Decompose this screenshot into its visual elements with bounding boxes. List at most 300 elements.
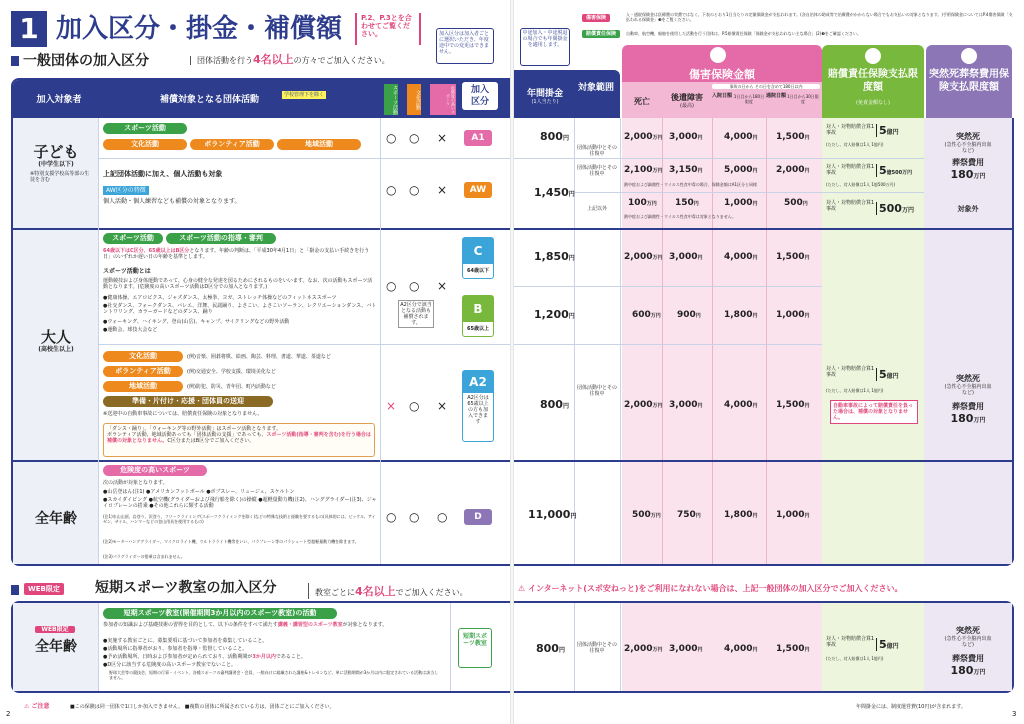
footer-caution: ⚠ ご注意: [24, 703, 50, 710]
short-note-a: 教室ごとに: [315, 588, 355, 597]
liab-aw-note: (ただし、対人賠償は1人 1億500万円): [826, 182, 896, 187]
hosp-b-value: 1,800: [724, 310, 753, 320]
mark-d-sports: ○: [386, 510, 397, 524]
hosp-d-value: 1,800: [724, 510, 753, 520]
death-b: [632, 310, 661, 320]
plan-c-letter: C: [463, 238, 493, 264]
r-row-aw2: [574, 192, 924, 193]
tag-sports: スポーツ活動: [103, 123, 187, 134]
outpt-c-unit: 円: [804, 255, 810, 261]
liab-aw2: 対人・対物賠償合算1事故: [826, 200, 875, 212]
hdr-col-sports: スポーツ活動: [384, 84, 398, 115]
short-desc-red: 講義・講習型のスポーツ教室: [277, 622, 343, 628]
disab-d-unit: 円: [695, 513, 701, 519]
sudden-short-unit: 万円: [973, 669, 986, 676]
outpt-a2-unit: 円: [804, 403, 810, 409]
outpt-b-unit: 円: [804, 313, 810, 319]
death-d-value: 500: [632, 510, 651, 520]
tag-culture: 文化活動: [103, 139, 187, 150]
death-b-value: 600: [632, 310, 651, 320]
page-number-right: 3: [1012, 710, 1017, 718]
sudden-short-val: [924, 664, 1012, 677]
death-a1-value: 2,000: [624, 132, 653, 142]
hdr-col-culture: 文化活動: [407, 84, 421, 115]
premium-aw: [534, 186, 575, 199]
mark-d-culture: ○: [409, 510, 420, 524]
plan-c-badge: [462, 237, 494, 279]
danger-note-1: (注2)モーターハンググライダー、マイクロライト機、ウルトラライト機等をいい、パラプレーン等のパラシュート型超軽量動力機を除きます。: [103, 539, 359, 544]
death-c-unit: 万円: [652, 255, 663, 261]
child-note: ※特別支援学校高等部の生徒を含む: [30, 171, 90, 183]
disab-short-value: 3,000: [669, 644, 698, 654]
mark-a1-danger: ×: [437, 131, 448, 145]
hdr-injury-icon: [710, 47, 726, 63]
mark-a2-sports: ×: [386, 399, 397, 413]
hdr-plan: 加入区分: [462, 82, 498, 110]
death-c-value: 2,000: [624, 252, 653, 262]
hosp-aw-unit: 円: [752, 168, 758, 174]
death-short-value: 2,000: [624, 644, 653, 654]
tag-danger: 危険度の高いスポーツ: [103, 465, 207, 476]
note-aw2: 熱中症および細菌性・ウイルス性食中毒は対象となりません。: [624, 214, 736, 219]
sudden-adult-sub: (急性心不全脳内出血など): [944, 384, 992, 396]
hosp-aw-value: 5,000: [724, 165, 753, 175]
short-r-col-1: [574, 603, 575, 691]
outpt-aw2-unit: 円: [802, 201, 808, 207]
disab-a2-value: 3,000: [669, 400, 698, 410]
short-title: 短期スポーツ教室の加入区分: [95, 580, 277, 596]
death-aw-unit: 万円: [652, 168, 663, 174]
short-list-2-wrap: [103, 654, 443, 660]
disab-aw2-unit: 円: [693, 201, 699, 207]
hosp-short-unit: 円: [752, 647, 758, 653]
danger-list-0: ●山岳登はん(注1) ●アメリカンフットボール ●ボブスレー、リュージュ、スケルトン: [103, 489, 295, 495]
subtitle-note-em: 4名以上: [253, 53, 294, 66]
adult-split: [99, 344, 512, 345]
hdr-target: 加入対象者: [36, 95, 82, 105]
scope-aw2: 上記以外: [586, 206, 607, 212]
adult-label: 大人: [40, 328, 71, 346]
legend-injury-text: 入・通院保険金は医療費の実費ではなく、下表のとおり1日当たりの定額保険金が支払われます。(各自治体の助成等で治療費がかからない場合でもお支払いの対象となります。)手術保険金についてはP.4傷害保険「支払われる保険金」❸をご覧ください。: [626, 12, 1013, 22]
premium-a2-unit: 円: [562, 403, 569, 410]
r-col-1: [574, 118, 575, 564]
death-a2-unit: 万円: [652, 403, 663, 409]
hosp-a2-unit: 円: [752, 403, 758, 409]
outpt-d: [776, 510, 809, 520]
hdr-hosp-note: 事故の日から その日を含めて180日以内: [712, 84, 820, 89]
death-c: [624, 252, 662, 262]
hdr-outpt: 通院日額: [766, 93, 787, 99]
liab-aw-unit: 億500万円: [886, 170, 913, 176]
liab-aw2-value: 500: [879, 202, 902, 215]
short-desc-b: が対象となります。: [342, 622, 388, 628]
premium-c: [534, 250, 575, 263]
mark-aw-culture: ○: [409, 183, 420, 197]
row-divider-2: [13, 460, 512, 462]
legend-injury-label: 傷害保険: [582, 14, 610, 22]
disab-b-value: 900: [677, 310, 696, 320]
sudden-child-value: 180: [950, 168, 974, 181]
short-desc: [103, 622, 443, 628]
hosp-a2-value: 4,000: [724, 400, 753, 410]
short-list-1: ●活動場所に指導者がおり、参加者を指導・監督していること。: [103, 646, 248, 652]
subtitle-note-a: 団体活動を行う: [197, 56, 253, 65]
hosp-a1-value: 4,000: [724, 132, 753, 142]
sports-list-1: ●社交ダンス、フォークダンス、バレエ、洋舞、民謡踊り、よさこい、よさこいソーラン、レクリエーションダンス、バトントワリング、カラーガードなどのダンス、踊り: [103, 303, 377, 315]
disab-aw-value: 3,150: [669, 165, 698, 175]
liab-adult-val: [876, 368, 899, 381]
tag-adult-culture: 文化活動: [103, 351, 183, 362]
death-aw2-value: 100: [628, 198, 647, 208]
short-class-title: 短期スポーツ教室(開催期間3か月以内のスポーツ教室)の活動: [103, 608, 337, 619]
tag-adult-coach: スポーツ活動の指導・審判: [166, 233, 276, 244]
liab-a1-unit: 億円: [886, 129, 899, 136]
adult-sub: (高校生以上): [38, 346, 74, 353]
disab-c-value: 3,000: [669, 252, 698, 262]
hosp-c-unit: 円: [752, 255, 758, 261]
short-marker: [11, 585, 19, 595]
plan-a2-badge: [462, 370, 494, 442]
outpt-b: [776, 310, 809, 320]
hdr-hosp-sub: 1日目から180日限度: [733, 94, 765, 104]
hosp-b: [724, 310, 757, 320]
premium-short-unit: 円: [558, 647, 565, 654]
plan-b-badge: [462, 295, 494, 337]
premium-c-value: 1,850: [534, 250, 569, 263]
volunteer-ex: (例)交通安全、学校支援、環境美化など: [187, 369, 276, 375]
liab-adult-value: 5: [879, 368, 887, 381]
a2-note2b: C区分またはB区分でご加入ください。: [167, 438, 255, 444]
r-row-5: [512, 460, 1014, 462]
hosp-aw: [724, 165, 757, 175]
plan-c-age: 64歳以下: [467, 268, 489, 274]
hosp-a2: [724, 400, 757, 410]
note-aw: 熱中症および細菌性・ウイルス性食中毒の場合、保険金額はA1区分と同様: [624, 182, 758, 187]
disab-a1: [669, 132, 702, 142]
liab-aw: 対人・対物賠償合算1事故: [826, 164, 875, 176]
subtitle-marker: [11, 56, 19, 66]
liab-aw2-unit: 万円: [901, 207, 914, 214]
hosp-b-unit: 円: [752, 313, 758, 319]
premium-d: [528, 508, 576, 521]
liab-adult-note: (ただし、対人賠償は1人 1億円): [826, 388, 884, 393]
hdr-premium: 年間掛金: [526, 89, 563, 99]
death-aw2: [628, 198, 657, 208]
death-b-unit: 万円: [650, 313, 661, 319]
short-note-em: 4名以上: [355, 585, 396, 598]
disab-a2: [669, 400, 702, 410]
disab-a2-unit: 円: [697, 403, 703, 409]
hdr-premium-sub: (1人当たり): [531, 99, 559, 105]
sudden-adult-unit: 万円: [973, 417, 986, 424]
hosp-c-value: 4,000: [724, 252, 753, 262]
liab-short: 対人・対物賠償合算1事故: [826, 636, 875, 648]
col-divider-2: [380, 118, 381, 564]
premium-b: [534, 308, 575, 321]
premium-a1-value: 800: [540, 130, 563, 143]
aw-text: 上記団体活動に加え、個人活動も対象: [103, 170, 223, 178]
outpt-d-value: 1,000: [776, 510, 805, 520]
tag-volunteer: ボランティア活動: [190, 139, 274, 150]
plan-d-badge: D: [464, 509, 492, 525]
liab-aw2-val: [876, 202, 914, 215]
hosp-aw2-value: 1,000: [724, 198, 753, 208]
liab-adult-unit: 億円: [886, 373, 899, 380]
mark-aw-danger: ×: [437, 183, 448, 197]
footer-text-right: 年間掛金には、制度運営費(10円)が含まれます。: [856, 704, 966, 710]
sudden-child-kind: 葬祭費用: [952, 158, 984, 167]
sudden-child-unit: 万円: [973, 173, 986, 180]
hosp-a1-unit: 円: [752, 135, 758, 141]
premium-d-value: 11,000: [528, 508, 571, 521]
outpt-a1: [776, 132, 809, 142]
hdr-sudden-icon: [961, 48, 977, 64]
aw-detail: 個人活動・個人練習なども補償の対象となります。: [103, 198, 241, 205]
short-list-2: ●予め活動場所、日時および参加者が定められており、活動期間が: [103, 654, 253, 660]
short-desc-a: 参加者の知識および基礎技術の習得を目的として、以下の条件をすべて満たす: [103, 622, 278, 628]
disab-aw2-value: 150: [675, 198, 694, 208]
sudden-child: 突然死: [956, 132, 980, 141]
sudden-body-bg: [924, 118, 1012, 564]
liab-short-val: [876, 638, 899, 651]
table-note: 加入区分は加入者ごとに選択いただき、年度途中での変更はできません。: [436, 28, 494, 64]
disab-aw2: [675, 198, 699, 208]
liab-short-value: 5: [879, 638, 887, 651]
death-a1: [624, 132, 662, 142]
premium-b-unit: 円: [568, 313, 575, 320]
disab-a1-value: 3,000: [669, 132, 698, 142]
page-gutter: [510, 0, 514, 724]
plan-a2-letter: A2: [463, 371, 493, 393]
hdr-liability: 賠償責任保険支払限度額: [828, 69, 918, 93]
section-number: 1: [11, 11, 47, 47]
hdr-hosp: 入院日額: [712, 93, 733, 99]
allage-label: 全年齢: [35, 511, 77, 527]
disab-aw: [669, 165, 702, 175]
short-col-2: [450, 603, 451, 691]
disab-aw-unit: 円: [697, 168, 703, 174]
hdr-school-badge: 学校管理下を除く: [284, 92, 325, 98]
short-list-4: 野球大会等の競技会、短期の行事・イベント、各種スポーツの審判講習会・会員、一般向けに組織された講座&トレセンなど、単に活動期間が3か月以内に限定されている活動は該当しません。: [109, 670, 439, 680]
liab-aw-value: 5: [879, 164, 887, 177]
sudden-short-kind: 葬祭費用: [952, 654, 984, 663]
death-aw2-unit: 万円: [646, 201, 657, 207]
danger-intro: 次の活動が対象となります。: [103, 480, 168, 486]
subtitle-note: [190, 53, 390, 66]
r-col-5: [766, 118, 767, 564]
hdr-injury: 傷害保険金額: [689, 68, 755, 81]
danger-list-1: ●スカイダイビング ●航空機(グライダーおよび飛行船を除く)の操縦 ●超軽量動力機(注2)、ハンググライダー(注3)、ジャイロプレーンの搭乗 ●その他これらに類する活動: [103, 497, 377, 509]
footer-caution-label: ご注意: [31, 703, 50, 710]
a2-note1: 「ダンス・踊り」、「ウォーキング等の野外活動」はスポーツ活動となります。: [107, 426, 281, 432]
scope-short: 団体活動中とその往復中: [576, 642, 617, 654]
mark-a1-culture: ○: [409, 131, 420, 145]
liab-short-note: (ただし、対人賠償は1人 1億円): [826, 656, 884, 661]
age-note: [103, 248, 375, 260]
r-row-4: [512, 344, 822, 345]
tag-adult-volunteer: ボランティア活動: [103, 366, 183, 377]
sports-list-0: ●健康体操、エアロビクス、ジャズダンス、太極拳、ヨガ、ストレッチ体操などのフィットネススポーツ: [103, 295, 337, 301]
tag-area: 地域活動: [277, 139, 361, 150]
death-a2-value: 2,000: [624, 400, 653, 410]
hdr-outpt-sub: 1日目から30日限度: [787, 94, 819, 104]
disab-short: [669, 644, 702, 654]
sports-list-2: ●ウォーキング、ハイキング、登山(山岳)、キャンプ、サイクリングなどの野外活動: [103, 319, 290, 325]
outpt-d-unit: 円: [804, 513, 810, 519]
hdr-death: 死亡: [634, 97, 650, 106]
tag-prep: 準備・片付け・応援・団体員の送迎: [103, 396, 273, 407]
plan-b-age: 65歳以上: [467, 326, 489, 332]
disab-c-unit: 円: [697, 255, 703, 261]
premium-a2: [540, 398, 569, 411]
age-note-red: 64歳以下はC区分、65歳以上はB区分: [103, 248, 190, 254]
liab-aw-val: [876, 164, 912, 177]
hdr-scope: 対象範囲: [578, 83, 615, 93]
area-ex: (例)防犯、防災、青年団、町内活動など: [187, 384, 276, 390]
internet-note-text: インターネット(スポ安ねっと)をご利用になれない場合は、上記一般団体の加入区分でご加入ください。: [527, 584, 903, 593]
sudden-aw2: 対象外: [957, 205, 979, 213]
outpt-c-value: 1,500: [776, 252, 805, 262]
liab-adult: 対人・対物賠償合算1事故: [826, 366, 875, 378]
premium-short-value: 800: [536, 642, 559, 655]
premium-a2-value: 800: [540, 398, 563, 411]
premium-a1-unit: 円: [562, 135, 569, 142]
culture-ex: (例)音楽、囲碁将棋、絵画、陶芸、料理、書道、華道、茶道など: [187, 354, 331, 360]
death-short: [624, 644, 662, 654]
section-subtitle: 一般団体の加入区分: [23, 53, 149, 69]
outpt-short: [776, 644, 809, 654]
sudden-adult-value: 180: [950, 412, 974, 425]
a2-note2a: ボランティア活動、地域活動あっても「団体活動の支援」であっても、: [107, 432, 267, 438]
premium-aw-value: 1,450: [534, 186, 569, 199]
hosp-short-value: 4,000: [724, 644, 753, 654]
a2-note2red: スポーツ活動(指導・審判を含む)を行う場合は補償の対象となりません。: [107, 432, 371, 444]
death-aw-value: 2,100: [624, 165, 653, 175]
short-list-red: 3か月以内: [252, 654, 276, 660]
short-list-0: ●実施する教室ごとに、募集要項に基づいて参加者を募集していること。: [103, 638, 268, 644]
hdr-disability-sub: (最高): [680, 103, 694, 109]
sports-list-3: ●運動会、球技大会など: [103, 327, 158, 333]
disab-short-unit: 円: [697, 647, 703, 653]
hosp-d-unit: 円: [752, 513, 758, 519]
disab-a1-unit: 円: [697, 135, 703, 141]
plan-a1-badge: A1: [464, 130, 492, 146]
outpt-short-value: 1,500: [776, 644, 805, 654]
premium-b-value: 1,200: [534, 308, 569, 321]
death-a1-unit: 万円: [652, 135, 663, 141]
mid-join-note: 中途加入・中途脱退の場合でも年間掛金を適用します。: [520, 28, 570, 66]
sudden-short: 突然死: [956, 626, 980, 635]
hosp-d: [724, 510, 757, 520]
mark-c-danger: ×: [437, 279, 448, 293]
r-row-2: [512, 228, 1014, 230]
premium-aw-unit: 円: [568, 191, 575, 198]
sudden-adult-kind: 葬祭費用: [952, 402, 984, 411]
scope-a1: 団体活動中とその往復中: [576, 145, 617, 157]
hosp-aw2-unit: 円: [752, 201, 758, 207]
internet-note: ⚠ インターネット(スポ安ねっと)をご利用になれない場合は、上記一般団体の加入区分でご加入ください。: [518, 584, 903, 593]
outpt-short-unit: 円: [804, 647, 810, 653]
plan-b-letter: B: [463, 296, 493, 322]
child-sub: (中学生以下): [38, 161, 74, 168]
outpt-c: [776, 252, 809, 262]
outpt-a2: [776, 400, 809, 410]
sudden-adult: 突然死: [956, 374, 980, 383]
tag-adult-sports: スポーツ活動: [103, 233, 163, 244]
sudden-short-value: 180: [950, 664, 974, 677]
premium-c-unit: 円: [568, 255, 575, 262]
age-note-text: となります。年齢の判断は、「平成30年4月1日」と「掛金の支払い手続きを行う日」のいずれか遅い日の年齢を基準とします。: [103, 248, 370, 260]
danger-note-2: (注3)パラグライダーの搭乗は含まれません。: [103, 554, 185, 559]
outpt-aw2-value: 500: [784, 198, 803, 208]
plan-aw-badge: AW: [464, 182, 492, 198]
right-page: [512, 0, 1024, 724]
mark-aw-sports: ○: [386, 183, 397, 197]
a2-note-box: [103, 423, 375, 457]
short-list-tail: であること。: [275, 654, 306, 660]
subtitle-note-b: の方々でご加入ください。: [293, 56, 390, 65]
liab-a1-note: (ただし、対人賠償は1人 1億円): [826, 142, 884, 147]
hosp-aw2: [724, 198, 757, 208]
short-label: 全年齢: [35, 639, 77, 655]
mark-a2-culture: ○: [409, 399, 420, 413]
hdr-liability-icon: [865, 48, 881, 64]
outpt-aw2: [784, 198, 808, 208]
footer-text: ■この保険は同一団体で1口しか加入できません。 ■複数の団体に所属されている方は、団体ごとにご加入ください。: [70, 704, 335, 710]
outpt-aw-value: 2,000: [776, 165, 805, 175]
mark-a2-danger: ×: [437, 399, 448, 413]
sudden-adult-val: [924, 412, 1012, 425]
outpt-b-value: 1,000: [776, 310, 805, 320]
hdr-col-danger: 危険度の高いスポーツ: [430, 84, 456, 115]
premium-short: [536, 642, 565, 655]
liab-a1-value: 5: [879, 124, 887, 137]
liab-adult-red: 自動車事故によって賠償責任を負った場合は、補償の対象となりません。: [830, 400, 918, 424]
r-col-2: [620, 118, 621, 564]
death-a2: [624, 400, 662, 410]
disab-d: [677, 510, 701, 520]
page-number-left: 2: [6, 710, 11, 718]
short-r-col-2: [620, 603, 621, 691]
death-d: [632, 510, 661, 520]
mark-d-danger: ○: [437, 510, 448, 524]
outpt-a1-unit: 円: [804, 135, 810, 141]
hdr-activities: 補償対象となる団体活動: [160, 95, 260, 105]
premium-a1: [540, 130, 569, 143]
short-web-label: WEB限定: [35, 626, 75, 633]
disab-b: [677, 310, 701, 320]
scope-adult: 団体活動中とその往復中: [576, 385, 617, 397]
mark-c-culture: ○: [409, 279, 420, 293]
hosp-c: [724, 252, 757, 262]
sports-def: 運動競技および身体運動であって、心身の健全な発達を図るためにされるものをいいます。なお、次の活動もスポーツ活動となります。(危険度の高いスポーツ活動はD区分での加入となります。): [103, 278, 373, 290]
short-note: [308, 583, 468, 599]
prep-note: ※送迎中の自動車事故については、賠償責任保険の対象となりません。: [103, 411, 263, 417]
liab-a1: 対人・対物賠償合算1事故: [826, 124, 875, 136]
see-pages-note: P.2、P.3とを合わせてご覧ください。: [355, 13, 421, 45]
danger-note-0: (注1)氷山山頂、岩登り、沢登り、フリークライミング(スポーツクライミングを除く)などの特殊な技術と経験を要するもの(具体的には、ピッケル、アイゼン、ザイル、ハンマーなどの登山用具を使用するもの): [103, 514, 376, 524]
legend-liability-text: 自動車、航空機、船舶を使用した活動を行う団体は、P.5賠償責任保険「保険金が支払われない主な場合」(2)❸をご確認ください。: [626, 31, 861, 36]
sudden-child-sub: (急性心不全脳内出血など): [944, 142, 992, 154]
child-label: 子ども: [33, 143, 79, 161]
r-row-1: [512, 158, 924, 159]
short-note-b: でご加入ください。: [395, 588, 468, 597]
death-aw: [624, 165, 662, 175]
r-row-3: [512, 286, 822, 287]
sudden-short-sub: (急性心不全脳内出血など): [944, 636, 992, 648]
death-d-unit: 万円: [650, 513, 661, 519]
short-plan-badge: 短期スポーツ教室: [458, 628, 492, 668]
